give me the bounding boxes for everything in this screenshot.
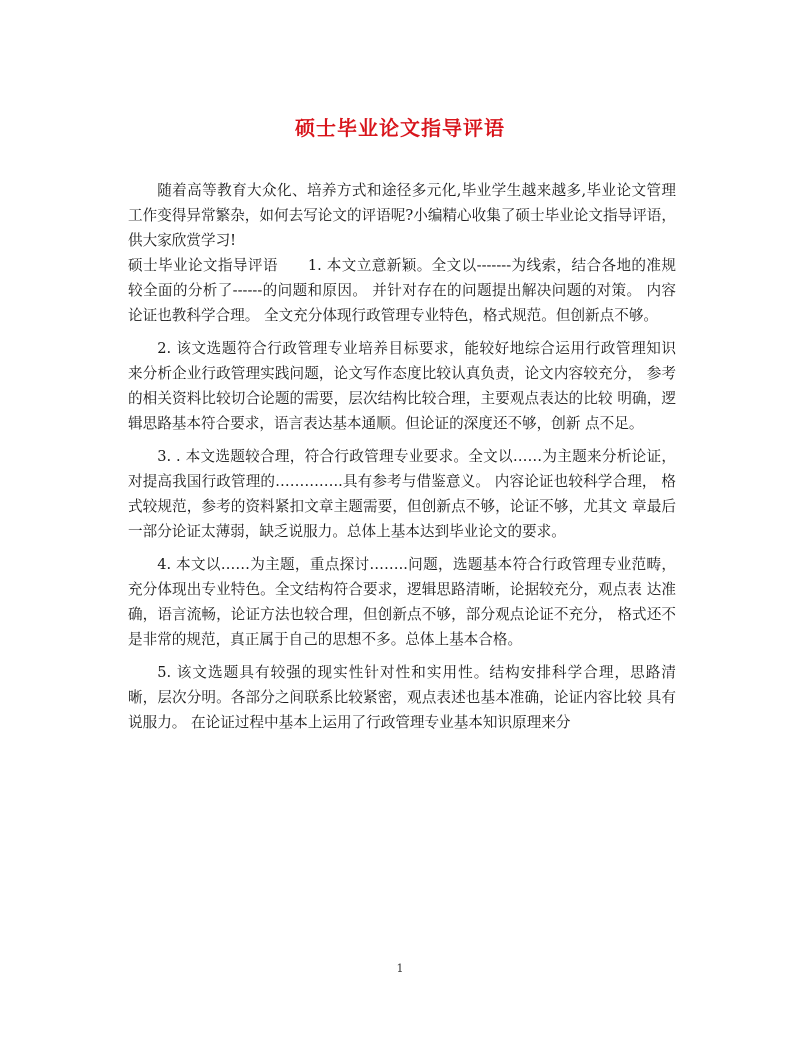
intro-paragraph: 随着高等教育大众化、培养方式和途径多元化,毕业学生越来越多,毕业论文管理工作变得异常繁杂，如何去写论文的评语呢?小编精心收集了硕士毕业论文指导评语，供大家欣赏学习! (128, 182, 676, 249)
comment-item-1: 硕士毕业论文指导评语 1. 本文立意新颖。全文以-------为线索，结合各地的准规较全面的分析了------的问题和原因。 并针对存在的问题提出解决问题的对策。 内容论证也教科学合理。 全文充分体现行政管理专业特色，格式规范。但创新点不够。 (128, 257, 676, 324)
page-title: 硕士毕业论文指导评语 (295, 116, 505, 140)
comment-item-4: 4. 本文以……为主题，重点探讨……..问题，选题基本符合行政管理专业范畴， 充分体现出专业特色。全文结构符合要求，逻辑思路清晰，论据较充分，观点表 达准确，语言流畅，论证方法也较合理，但创新点不够，部分观点论证不充分， 格式还不是非常的规范，真正属于自己的思想不多。总体上基本合格。 (128, 556, 676, 648)
page-number: 1 (396, 962, 404, 975)
document-body (128, 178, 676, 735)
comment-item-3: 3. . 本文选题较合理，符合行政管理专业要求。全文以……为主题来分析论证， 对提高我国行政管理的…………..具有参考与借鉴意义。 内容论证也较科学合理， 格式较规范，参考的资料紧扣文章主题需要，但创新点不够，论证不够，尤其文 章最后一部分论证太薄弱，缺乏说服力。总体上基本达到毕业论文的要求。 (128, 448, 676, 540)
comment-item-2: 2. 该文选题符合行政管理专业培养目标要求，能较好地综合运用行政管理知识 来分析企业行政管理实践问题，论文写作态度比较认真负责，论文内容较充分， 参考的相关资料比较切合论题的需要，层次结构比较合理，主要观点表达的比较 明确，逻辑思路基本符合要求，语言表达基本通顺。但论证的深度还不够，创新 点不足。 (128, 340, 676, 432)
comment-item-5: 5. 该文选题具有较强的现实性针对性和实用性。结构安排科学合理，思路清 晰，层次分明。各部分之间联系比较紧密，观点表述也基本准确，论证内容比较 具有说服力。 在论证过程中基本上运用了行政管理专业基本知识原理来分 (128, 664, 676, 731)
